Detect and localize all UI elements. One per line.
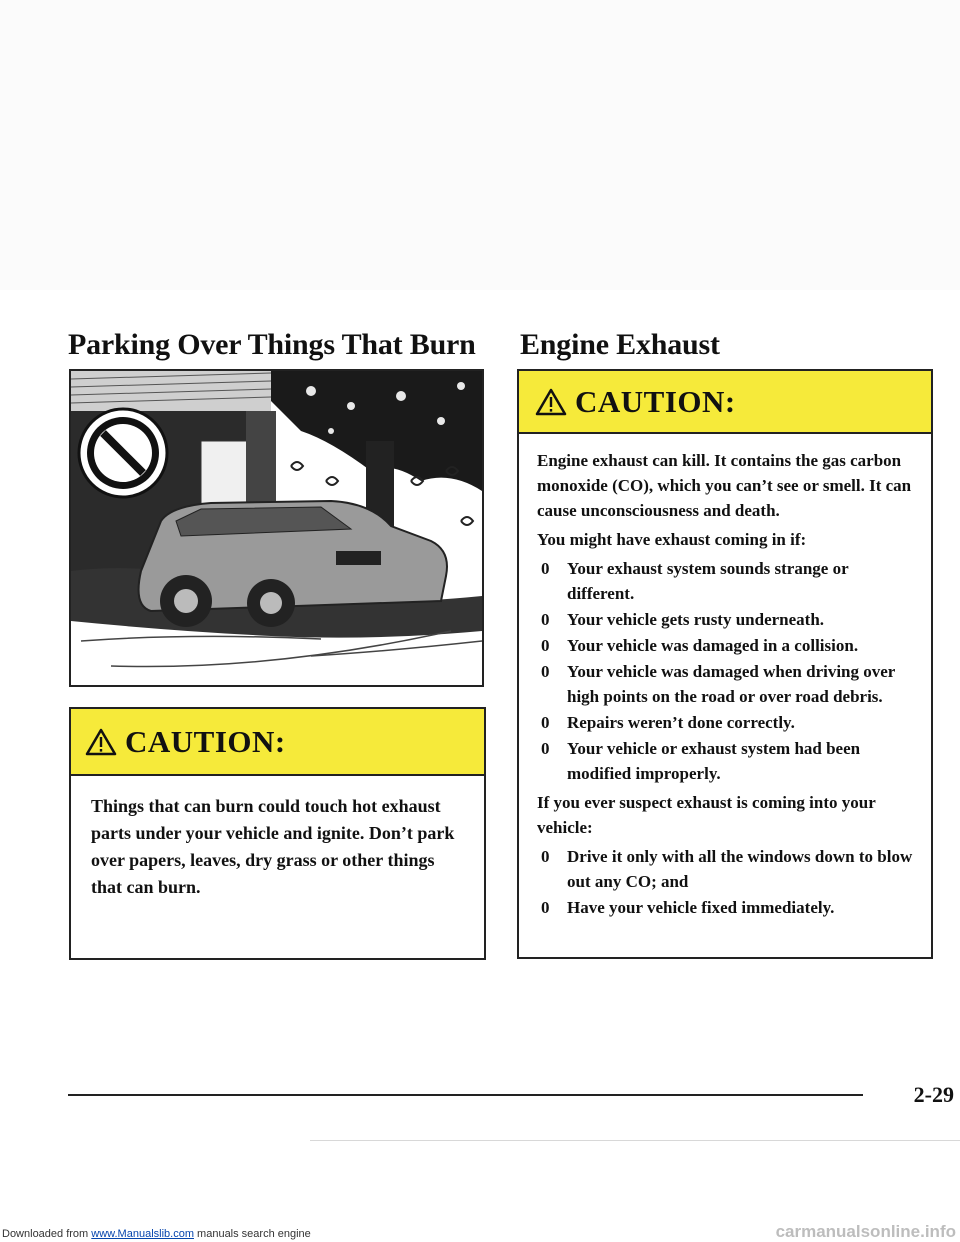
list-item: 0 Have your vehicle fixed immediately. bbox=[537, 895, 915, 920]
exhaust-caution-body bbox=[519, 434, 931, 920]
exhaust-list2-lead: If you ever suspect exhaust is coming into your vehicle: bbox=[537, 793, 876, 837]
engine-exhaust-heading: Engine Exhaust bbox=[520, 328, 720, 361]
parking-caution-box bbox=[69, 707, 486, 960]
list-item: 0 Drive it only with all the windows down to blow out any CO; and bbox=[537, 844, 915, 894]
download-footer bbox=[2, 1228, 311, 1240]
footer-prefix: Downloaded from bbox=[2, 1228, 89, 1240]
exhaust-intro: Engine exhaust can kill. It contains the gas carbon monoxide (CO), which you can’t see or smell. It can cause unconsciousness and death. bbox=[537, 451, 912, 520]
bullet-icon: 0 bbox=[541, 636, 550, 655]
exhaust-caution-header bbox=[519, 371, 931, 434]
list-item: 0 Your vehicle was damaged in a collision. bbox=[537, 633, 915, 658]
exhaust-caution-box bbox=[517, 369, 933, 959]
manualslib-link[interactable]: www.Manualslib.com bbox=[91, 1228, 194, 1240]
page-number: 2-29 bbox=[913, 1082, 954, 1107]
bullet-icon: 0 bbox=[541, 559, 550, 578]
list-item: 0 Your vehicle was damaged when driving over high points on the road or over road debris. bbox=[537, 659, 915, 709]
watermark: carmanualsonline.info bbox=[775, 1222, 956, 1241]
parking-caution-label: CAUTION: bbox=[125, 723, 286, 759]
footer-suffix: manuals search engine bbox=[197, 1228, 311, 1240]
bottom-rule bbox=[68, 1094, 863, 1096]
list-item: 0 Repairs weren’t done correctly. bbox=[537, 710, 915, 735]
exhaust-signs-list bbox=[537, 556, 915, 786]
list-item: 0 Your vehicle or exhaust system had been modified improperly. bbox=[537, 736, 915, 786]
bullet-icon: 0 bbox=[541, 847, 550, 866]
parking-heading: Parking Over Things That Burn bbox=[68, 328, 476, 361]
exhaust-actions-list bbox=[537, 844, 915, 920]
parking-illustration bbox=[69, 369, 484, 687]
warning-triangle-icon bbox=[85, 728, 117, 756]
parking-caution-text: Things that can burn could touch hot exhaust parts under your vehicle and ignite. Don’t park over papers, leaves, dry grass or other things that can burn. bbox=[91, 796, 455, 897]
list-item: 0 Your vehicle gets rusty underneath. bbox=[537, 607, 915, 632]
bullet-icon: 0 bbox=[541, 610, 550, 629]
bullet-icon: 0 bbox=[541, 662, 550, 681]
bullet-icon: 0 bbox=[541, 898, 550, 917]
exhaust-list1-lead: You might have exhaust coming in if: bbox=[537, 530, 807, 549]
top-margin bbox=[0, 0, 960, 290]
list-item: 0 Your exhaust system sounds strange or different. bbox=[537, 556, 915, 606]
bullet-icon: 0 bbox=[541, 739, 550, 758]
bullet-icon: 0 bbox=[541, 713, 550, 732]
exhaust-caution-label: CAUTION: bbox=[575, 383, 736, 419]
parking-caution-header bbox=[71, 709, 484, 776]
car-over-leaves-image bbox=[71, 371, 482, 685]
warning-triangle-icon bbox=[535, 388, 567, 416]
faint-rule bbox=[310, 1140, 960, 1141]
